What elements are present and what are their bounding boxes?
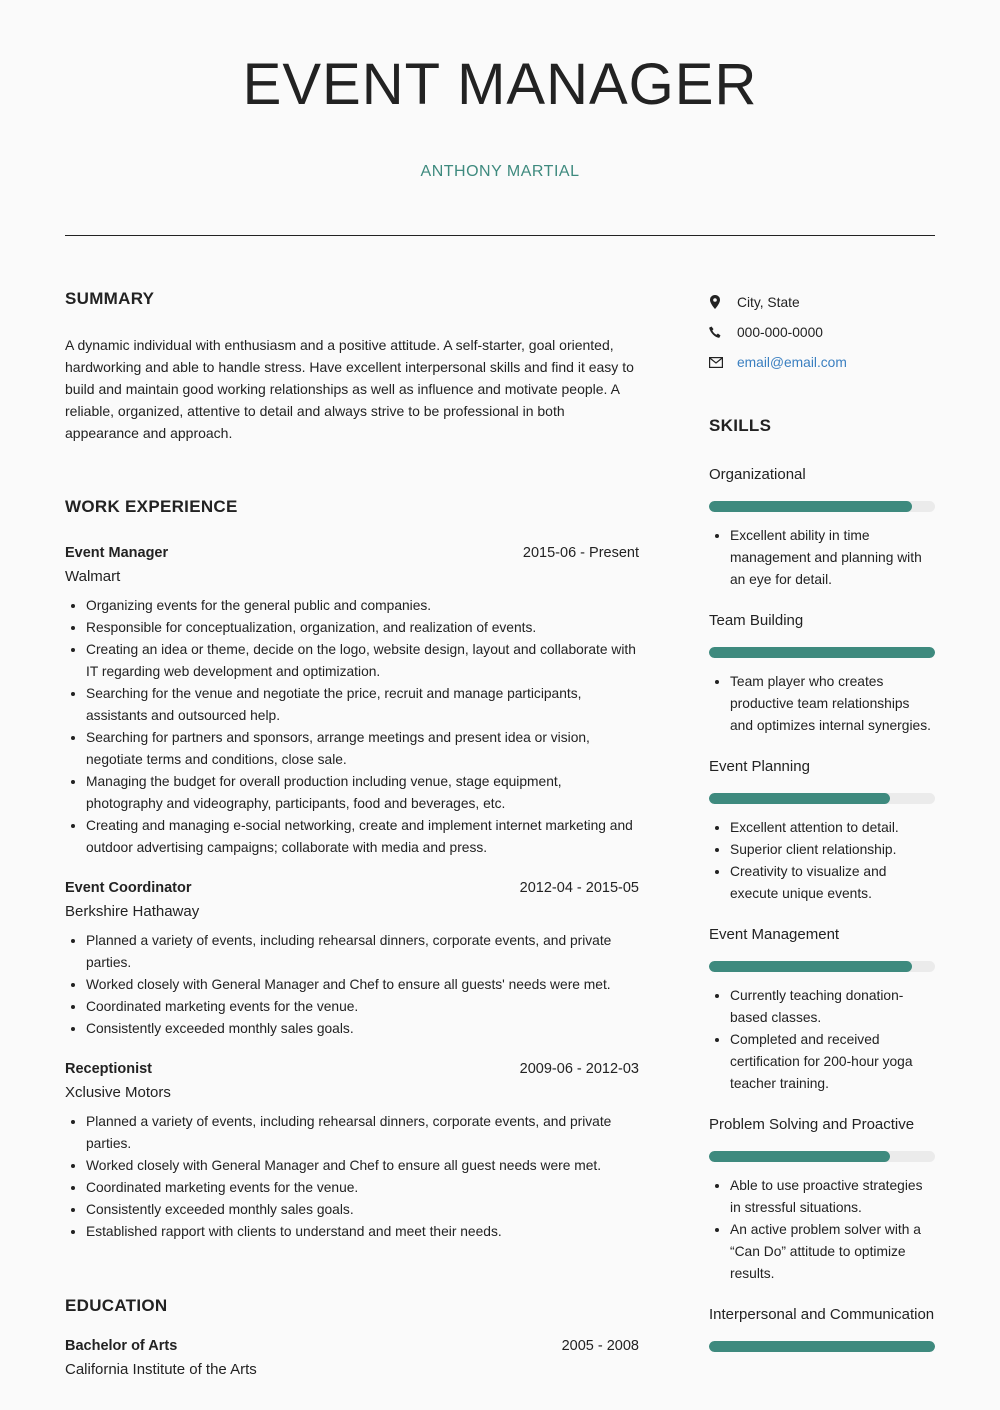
list-item: • Coordinated marketing events for the venue. — [86, 1177, 639, 1199]
list-item: • An active problem solver with a “Can Do” attitude to optimize results. — [730, 1219, 935, 1285]
skills-heading: SKILLS — [709, 416, 772, 435]
list-item: • Creating an idea or theme, decide on the logo, website design, layout and collaborate with IT regarding web development and optimization. — [86, 639, 639, 683]
phone-icon — [709, 326, 737, 339]
skill-level-bar — [709, 961, 935, 972]
contact-location — [709, 287, 935, 317]
side-column — [709, 287, 935, 1352]
contact-email — [709, 347, 935, 377]
work-section — [65, 496, 639, 1243]
skill-entry — [709, 609, 935, 737]
list-item: • Creativity to visualize and execute unique events. — [730, 861, 935, 905]
skill-level-bar — [709, 1151, 935, 1162]
list-item: • Worked closely with General Manager and Chef to ensure all guest needs were met. — [86, 1155, 639, 1177]
job-entry — [65, 542, 639, 859]
skill-name: Organizational — [709, 466, 806, 483]
summary-section — [65, 288, 639, 444]
skill-entry — [709, 1113, 935, 1285]
skill-bullets — [709, 817, 935, 905]
skill-level-fill — [709, 1151, 890, 1162]
skill-entry — [709, 755, 935, 905]
list-item: • Able to use proactive strategies in stressful situations. — [730, 1175, 935, 1219]
skill-name: Event Management — [709, 926, 840, 943]
resume-title: EVENT MANAGER — [242, 52, 758, 117]
list-item: • Responsible for conceptualization, organization, and realization of events. — [86, 617, 639, 639]
contact-phone — [709, 317, 935, 347]
skill-level-fill — [709, 1341, 935, 1352]
skill-bullets — [709, 525, 935, 591]
list-item: • Team player who creates productive team relationships and optimizes internal synergies. — [730, 671, 935, 737]
summary-text: A dynamic individual with enthusiasm and a positive attitude. A self-starter, goal oriented, hardworking and able to handle stress. Have excellent interpersonal skills and find it easy to build and maintain good working relationships as well as influence and motivate people. A reliable, organized, attentive to detail and always strive to be professional in both appearance and approach. — [65, 337, 634, 441]
location-text: City, State — [737, 294, 800, 310]
phone-text: 000-000-0000 — [737, 324, 823, 340]
job-bullets — [65, 595, 639, 859]
job-company: Berkshire Hathaway — [65, 903, 200, 920]
list-item: • Established rapport with clients to understand and meet their needs. — [86, 1221, 639, 1243]
job-title: Receptionist — [65, 1061, 153, 1077]
work-heading: WORK EXPERIENCE — [65, 497, 238, 516]
skill-level-bar — [709, 1341, 935, 1352]
education-section — [65, 1295, 639, 1382]
list-item: • Worked closely with General Manager and Chef to ensure all guests' needs were met. — [86, 974, 639, 996]
job-company: Walmart — [65, 568, 121, 585]
list-item: • Consistently exceeded monthly sales goals. — [86, 1199, 639, 1221]
skill-bullets — [709, 671, 935, 737]
skill-level-bar — [709, 793, 935, 804]
envelope-icon — [709, 357, 737, 368]
list-item: • Searching for the venue and negotiate the price, recruit and manage participants, assistants and outsourced help. — [86, 683, 639, 727]
candidate-name: ANTHONY MARTIAL — [420, 163, 580, 180]
list-item: • Organizing events for the general public and companies. — [86, 595, 639, 617]
skill-name: Event Planning — [709, 758, 810, 775]
skill-level-fill — [709, 647, 935, 658]
skill-entry — [709, 923, 935, 1095]
job-dates: 2015-06 - Present — [522, 545, 639, 561]
job-list — [65, 542, 639, 1243]
skill-level-fill — [709, 501, 912, 512]
skill-entry — [709, 463, 935, 591]
skill-name: Interpersonal and Communication — [709, 1306, 935, 1323]
header-divider — [65, 235, 935, 236]
job-company: Xclusive Motors — [65, 1084, 171, 1101]
skills-list — [709, 463, 935, 1352]
education-dates: 2005 - 2008 — [561, 1338, 639, 1354]
job-bullets — [65, 1111, 639, 1243]
job-entry — [65, 1058, 639, 1243]
list-item: • Searching for partners and sponsors, arrange meetings and present idea or vision, negotiate terms and conditions, close sale. — [86, 727, 639, 771]
education-head — [65, 1335, 639, 1357]
map-pin-icon — [709, 295, 737, 309]
skill-entry — [709, 1303, 935, 1352]
list-item: • Excellent ability in time management and planning with an eye for detail. — [730, 525, 935, 591]
job-head — [65, 877, 639, 899]
list-item: • Planned a variety of events, including rehearsal dinners, corporate events, and private parties. — [86, 930, 639, 974]
skill-name: Problem Solving and Proactive — [709, 1116, 915, 1133]
list-item: • Consistently exceeded monthly sales goals. — [86, 1018, 639, 1040]
list-item: • Currently teaching donation-based classes. — [730, 985, 935, 1029]
skill-bullets — [709, 1175, 935, 1285]
job-head — [65, 542, 639, 564]
skill-name: Team Building — [709, 612, 804, 629]
skill-level-fill — [709, 793, 890, 804]
contact-block — [709, 287, 935, 377]
summary-heading: SUMMARY — [65, 289, 155, 308]
list-item: • Planned a variety of events, including rehearsal dinners, corporate events, and private parties. — [86, 1111, 639, 1155]
list-item: • Excellent attention to detail. — [730, 817, 935, 839]
list-item: • Completed and received certification for 200-hour yoga teacher training. — [730, 1029, 935, 1095]
email-link[interactable]: email@email.com — [737, 354, 847, 370]
list-item: • Coordinated marketing events for the venue. — [86, 996, 639, 1018]
job-title: Event Manager — [65, 545, 169, 561]
job-bullets — [65, 930, 639, 1040]
skill-level-bar — [709, 647, 935, 658]
list-item: • Superior client relationship. — [730, 839, 935, 861]
list-item: • Managing the budget for overall production including venue, stage equipment, photography and videography, participants, food and beverages, etc. — [86, 771, 639, 815]
skill-level-fill — [709, 961, 912, 972]
list-item: • Creating and managing e-social networking, create and implement internet marketing and outdoor advertising campaigns; collaborate with media and press. — [86, 815, 639, 859]
job-dates: 2009-06 - 2012-03 — [519, 1061, 639, 1077]
job-dates: 2012-04 - 2015-05 — [519, 880, 639, 896]
degree: Bachelor of Arts — [65, 1338, 178, 1354]
education-entry — [65, 1335, 639, 1382]
skill-bullets — [709, 985, 935, 1095]
job-head — [65, 1058, 639, 1080]
school: California Institute of the Arts — [65, 1361, 257, 1378]
education-heading: EDUCATION — [65, 1296, 168, 1315]
main-column — [65, 288, 639, 1382]
job-entry — [65, 877, 639, 1040]
skill-level-bar — [709, 501, 935, 512]
job-title: Event Coordinator — [65, 880, 192, 896]
